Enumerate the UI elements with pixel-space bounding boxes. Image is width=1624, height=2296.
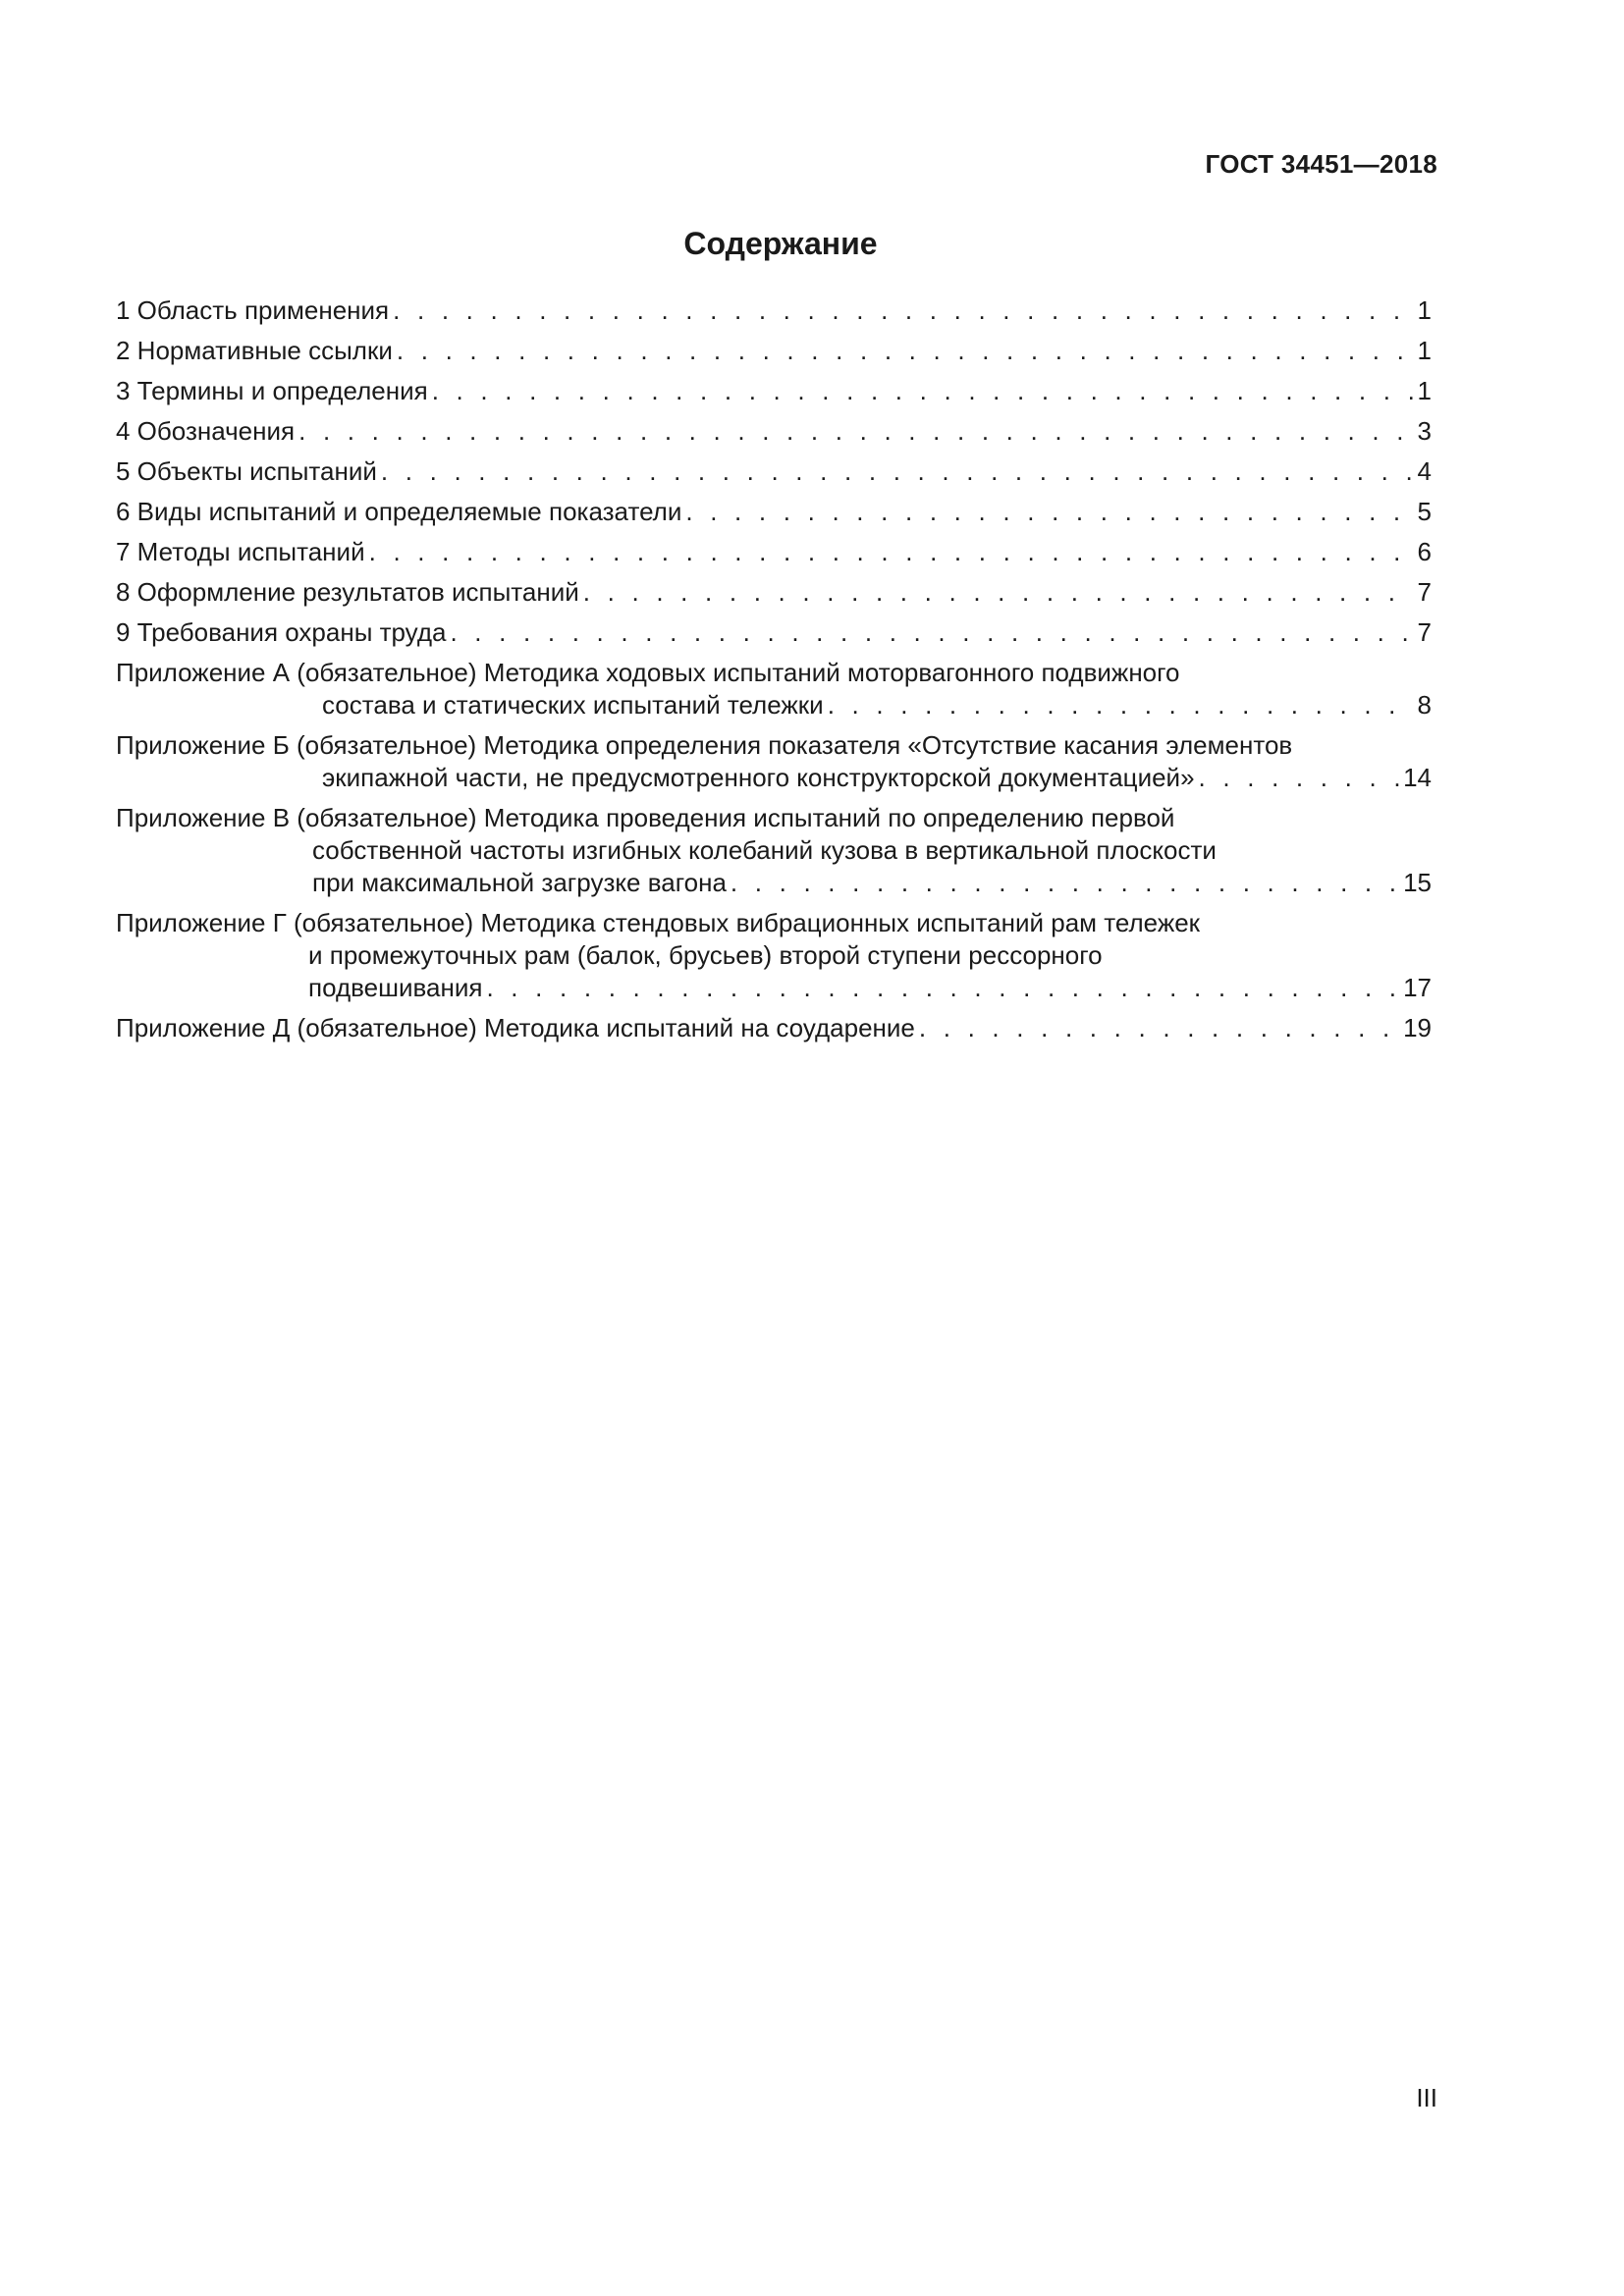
toc-page-number: 5 xyxy=(1417,497,1432,526)
toc-page-number: 15 xyxy=(1403,868,1432,897)
toc-entry-title: 4 Обозначения xyxy=(116,416,296,446)
document-id: ГОСТ 34451—2018 xyxy=(1205,149,1437,179)
toc-entry-title: Приложение Г (обязательное) Методика стендовых вибрационных испытаний рам тележек xyxy=(116,908,1201,937)
toc-entry[interactable] xyxy=(116,802,1432,899)
leader-dots xyxy=(397,335,1414,367)
toc-entry-title: 2 Нормативные ссылки xyxy=(116,336,393,365)
toc-line xyxy=(116,576,1432,609)
toc-page-number: 1 xyxy=(1417,295,1432,325)
toc-page-number: 8 xyxy=(1417,690,1432,720)
toc-entry-title-continued: экипажной части, не предусмотренного конструкторской документацией» xyxy=(322,763,1195,792)
toc-entry-title: Приложение В (обязательное) Методика проведения испытаний по определению первой xyxy=(116,803,1175,832)
toc-line xyxy=(116,689,1432,721)
toc-entry[interactable] xyxy=(116,729,1432,794)
toc-page-number: 17 xyxy=(1403,973,1432,1002)
page-number: III xyxy=(1416,2083,1437,2112)
leader-dots xyxy=(381,455,1414,488)
leader-dots xyxy=(828,689,1414,721)
toc-line xyxy=(116,867,1432,899)
toc-entry[interactable] xyxy=(116,616,1432,649)
toc-page-number: 6 xyxy=(1417,537,1432,566)
leader-dots xyxy=(369,536,1414,568)
toc-line xyxy=(116,335,1432,367)
table-of-contents xyxy=(116,294,1432,1052)
toc-page-number: 14 xyxy=(1403,763,1432,792)
toc-entry-title: 9 Требования охраны труда xyxy=(116,617,447,647)
leader-dots xyxy=(1199,762,1400,794)
toc-entry[interactable] xyxy=(116,415,1432,448)
toc-entry-title-continued: при максимальной загрузке вагона xyxy=(312,868,727,897)
toc-page-number: 7 xyxy=(1417,617,1432,647)
toc-entry[interactable] xyxy=(116,1012,1432,1044)
toc-entry-title: 1 Область применения xyxy=(116,295,390,325)
toc-line xyxy=(116,1012,1432,1044)
toc-line xyxy=(116,455,1432,488)
toc-page-number: 1 xyxy=(1417,376,1432,405)
toc-entry-title: 6 Виды испытаний и определяемые показатели xyxy=(116,497,682,526)
toc-entry[interactable] xyxy=(116,294,1432,327)
toc-entry-title: Приложение А (обязательное) Методика ходовых испытаний моторвагонного подвижного xyxy=(116,658,1180,687)
toc-entry[interactable] xyxy=(116,657,1432,721)
toc-line xyxy=(116,762,1432,794)
toc-line xyxy=(116,536,1432,568)
toc-title: Содержание xyxy=(683,226,878,261)
leader-dots xyxy=(432,375,1414,407)
toc-entry[interactable] xyxy=(116,455,1432,488)
toc-page-number: 4 xyxy=(1417,456,1432,486)
leader-dots xyxy=(685,496,1413,528)
toc-entry-title-continued: собственной частоты изгибных колебаний кузова в вертикальной плоскости xyxy=(312,835,1217,865)
toc-entry[interactable] xyxy=(116,907,1432,1004)
leader-dots xyxy=(298,415,1413,448)
toc-entry-title: 3 Термины и определения xyxy=(116,376,428,405)
toc-line xyxy=(116,294,1432,327)
toc-entry[interactable] xyxy=(116,536,1432,568)
toc-entry[interactable] xyxy=(116,335,1432,367)
leader-dots xyxy=(731,867,1399,899)
toc-entry-title-continued: подвешивания xyxy=(308,973,483,1002)
toc-entry-title: Приложение Д (обязательное) Методика испытаний на соударение xyxy=(116,1013,915,1042)
toc-line xyxy=(116,375,1432,407)
toc-entry-title: 7 Методы испытаний xyxy=(116,537,365,566)
toc-entry[interactable] xyxy=(116,496,1432,528)
toc-entry[interactable] xyxy=(116,576,1432,609)
toc-line xyxy=(116,616,1432,649)
leader-dots xyxy=(486,972,1399,1004)
leader-dots xyxy=(393,294,1413,327)
toc-line xyxy=(116,496,1432,528)
toc-entry[interactable] xyxy=(116,375,1432,407)
toc-page-number: 1 xyxy=(1417,336,1432,365)
toc-entry-title: 8 Оформление результатов испытаний xyxy=(116,577,579,607)
toc-line xyxy=(116,415,1432,448)
toc-entry-title: Приложение Б (обязательное) Методика определения показателя «Отсутствие касания элементов xyxy=(116,730,1293,760)
toc-page-number: 19 xyxy=(1403,1013,1432,1042)
toc-page-number: 3 xyxy=(1417,416,1432,446)
toc-entry-title-continued: и промежуточных рам (балок, брусьев) второй ступени рессорного xyxy=(308,940,1103,970)
toc-entry-title: 5 Объекты испытаний xyxy=(116,456,377,486)
leader-dots xyxy=(450,616,1413,649)
toc-page-number: 7 xyxy=(1417,577,1432,607)
leader-dots xyxy=(583,576,1414,609)
leader-dots xyxy=(919,1012,1399,1044)
toc-entry-title-continued: состава и статических испытаний тележки xyxy=(322,690,824,720)
toc-line xyxy=(116,972,1432,1004)
